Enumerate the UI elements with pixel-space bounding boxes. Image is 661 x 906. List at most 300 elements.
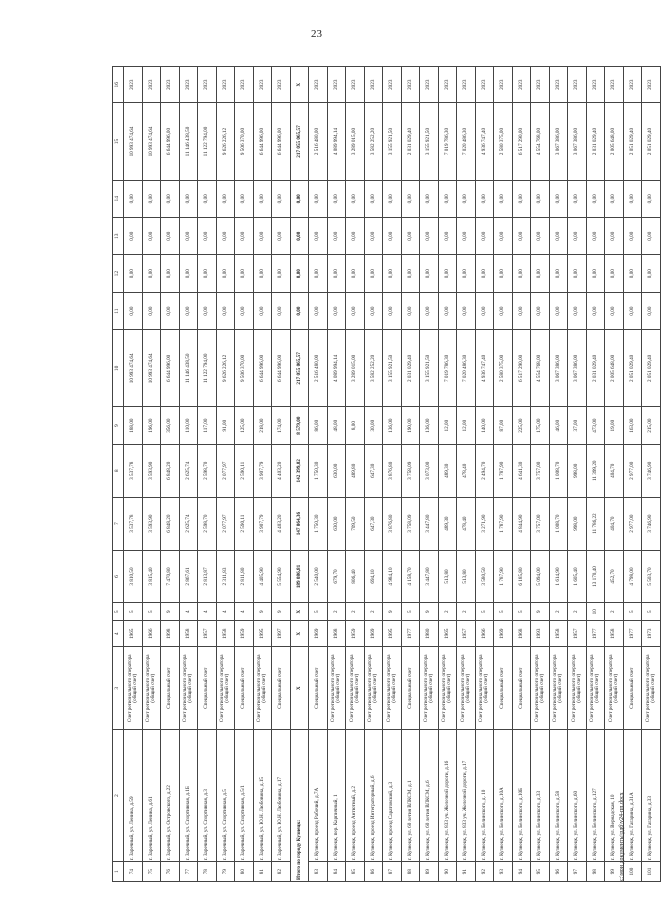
table-cell: 11 122 794,00 — [198, 103, 217, 180]
table-cell: Специальный счет — [235, 647, 254, 730]
table-cell: 2 077,97 — [216, 444, 235, 497]
table-cell: 3 810,50 — [124, 550, 143, 603]
table-cell: 2023 — [401, 67, 420, 103]
table-cell: 0,00 — [142, 217, 161, 254]
table-cell: 2023 — [216, 67, 235, 103]
table-cell: Счет регионального оператора (общий счет) — [605, 647, 624, 730]
table-cell: 0,00 — [290, 292, 309, 329]
table-cell: 0,00 — [475, 292, 494, 329]
table-cell: 75 — [142, 862, 161, 882]
table-row — [475, 67, 494, 882]
table-cell: Счет регионального оператора (общий счет) — [253, 647, 272, 730]
table-cell: 2 625,74 — [179, 444, 198, 497]
table-cell: 0,00 — [475, 180, 494, 217]
table-cell: Итого по городу Кузнецк: — [290, 730, 309, 882]
table-cell: 1 787,90 — [494, 444, 513, 497]
table-cell: 0,00 — [364, 180, 383, 217]
file-path-footer: c:\мои документы\рдб\v24-пп.docx — [619, 792, 625, 881]
table-cell: 6 644 996,00 — [253, 103, 272, 180]
table-cell: 4 403,20 — [272, 497, 291, 550]
table-cell: 3 582 252,20 — [364, 103, 383, 180]
table-cell: 2023 — [420, 67, 439, 103]
table-cell: 2 311,83 — [216, 550, 235, 603]
table-cell: 2 — [346, 603, 365, 621]
table-cell: г. Кузнецк, ул. Белинского, д.10Б — [512, 730, 531, 862]
table-cell: 630,00 — [327, 497, 346, 550]
table-cell: 2023 — [327, 67, 346, 103]
table-cell: 0,00 — [531, 255, 550, 292]
table-cell: 1 750,30 — [309, 497, 328, 550]
table-cell: 1958 — [179, 621, 198, 647]
table-cell: 2 051 029,40 — [623, 330, 642, 407]
table-cell: 0,00 — [457, 292, 476, 329]
table-cell: 679,70 — [327, 550, 346, 603]
table-cell: 4 798,00 — [623, 550, 642, 603]
table-cell: 1 787,90 — [494, 497, 513, 550]
table-cell: 2023 — [161, 67, 180, 103]
table-cell: Счет регионального оператора (общий счет) — [142, 647, 161, 730]
table-cell: 8,00 — [346, 407, 365, 444]
table-cell: 6 848,20 — [161, 497, 180, 550]
table-cell: 140,00 — [475, 407, 494, 444]
table-row — [364, 67, 383, 882]
table-cell: 196,00 — [142, 407, 161, 444]
table-cell: 0,00 — [494, 180, 513, 217]
table-cell: 3 758,09 — [401, 444, 420, 497]
column-header: 14 — [113, 180, 124, 217]
table-cell: 2 — [605, 603, 624, 621]
table-cell: 2 — [457, 603, 476, 621]
table-cell: 0,00 — [216, 217, 235, 254]
table-cell: Счет регионального оператора (общий счет) — [549, 647, 568, 730]
table-cell: 3 271,90 — [475, 497, 494, 550]
table-cell: Счет регионального оператора (общий счет) — [586, 647, 605, 730]
table-cell: 1968 — [512, 621, 531, 647]
table-cell: 3 876,80 — [383, 497, 402, 550]
table-cell: 89 — [420, 862, 439, 882]
table-cell: 5 — [309, 603, 328, 621]
table-cell: 10 993 474,64 — [124, 103, 143, 180]
table-cell: 2023 — [346, 67, 365, 103]
table-row — [216, 67, 235, 882]
column-header: 5 — [113, 603, 124, 621]
table-cell: 2 516 480,00 — [309, 103, 328, 180]
table-cell: X — [290, 621, 309, 647]
table-cell: 11 399,20 — [586, 444, 605, 497]
table-cell: 2023 — [642, 67, 661, 103]
column-header: 11 — [113, 292, 124, 329]
table-cell: 0,00 — [586, 217, 605, 254]
table-cell: Счет регионального оператора (общий счет) — [383, 647, 402, 730]
table-cell: г. Заречный, ул. Ю.Н. Любовина, д.15 — [253, 730, 272, 862]
table-cell: Счет регионального оператора (общий счет) — [124, 647, 143, 730]
table-cell: 2 031 029,40 — [401, 103, 420, 180]
table-cell: 9 506 370,00 — [235, 330, 254, 407]
table-cell: 117,00 — [198, 407, 217, 444]
table-cell: 2 031 029,40 — [586, 330, 605, 407]
table-cell: 94 — [512, 862, 531, 882]
column-header: 1 — [113, 862, 124, 882]
table-cell: 1998 — [161, 621, 180, 647]
table-cell: 3 746,90 — [642, 444, 661, 497]
table-cell: 0,00 — [383, 292, 402, 329]
table-cell: 0,00 — [568, 217, 587, 254]
table-cell: г. Кузнецк, ул. Гагарина, д.31А — [623, 730, 642, 862]
table-cell: 404,70 — [605, 497, 624, 550]
table-cell: 3 876,80 — [383, 444, 402, 497]
table-cell: 81 — [253, 862, 272, 882]
table-cell: 2 005 648,00 — [605, 103, 624, 180]
table-cell: 12,00 — [438, 407, 457, 444]
table-cell: 3 757,00 — [531, 497, 550, 550]
table-cell: Специальный счет — [401, 647, 420, 730]
table-cell: 1957 — [457, 621, 476, 647]
table-cell: 10 — [586, 603, 605, 621]
table-cell: 0,00 — [494, 255, 513, 292]
table-cell: 0,00 — [235, 292, 254, 329]
table-cell: 1958 — [549, 621, 568, 647]
table-cell: 11 786,22 — [586, 497, 605, 550]
table-cell: 5 — [124, 603, 143, 621]
table-cell: 77 — [179, 862, 198, 882]
table-cell: 0,00 — [272, 217, 291, 254]
table-cell: 6 517 290,00 — [512, 103, 531, 180]
table-cell: 3 593,90 — [142, 444, 161, 497]
table-cell: 3 537,78 — [124, 497, 143, 550]
table-cell: 7 019 786,30 — [438, 330, 457, 407]
table-cell: 2023 — [494, 67, 513, 103]
table-cell: 0,00 — [290, 180, 309, 217]
table-cell: 147 064,36 — [290, 497, 309, 550]
table-cell: 0,00 — [420, 217, 439, 254]
table-cell: 7 020 486,30 — [457, 103, 476, 180]
table-cell: 2 — [568, 603, 587, 621]
table-cell: 1959 — [235, 621, 254, 647]
table-cell: 2023 — [512, 67, 531, 103]
table-cell: 215,00 — [642, 407, 661, 444]
table-cell: Специальный счет — [198, 647, 217, 730]
table-cell: 4 984,10 — [383, 550, 402, 603]
column-header: 3 — [113, 647, 124, 730]
table-cell: 998,00 — [568, 444, 587, 497]
table-cell: 0,00 — [586, 292, 605, 329]
table-cell: 2 977,00 — [623, 497, 642, 550]
table-cell: г. Заречный, ул. Спортивная, д.5 — [216, 730, 235, 862]
table-cell: 5 503,70 — [642, 550, 661, 603]
column-header: 15 — [113, 103, 124, 180]
table-cell: 0,00 — [642, 180, 661, 217]
table-cell: 1958 — [605, 621, 624, 647]
table-cell: 0,00 — [253, 292, 272, 329]
table-cell: 5 — [401, 603, 420, 621]
table-row — [531, 67, 550, 882]
table-cell: 3 582 252,20 — [364, 330, 383, 407]
table-cell: Счет регионального оператора (общий счет) — [420, 647, 439, 730]
table-cell: 0,00 — [161, 180, 180, 217]
table-cell: 0,00 — [142, 292, 161, 329]
table-cell: 85 — [346, 862, 365, 882]
table-cell: 0,00 — [438, 292, 457, 329]
table-cell: 78 — [198, 862, 217, 882]
table-cell: 2023 — [623, 67, 642, 103]
table-cell: 2 813,87 — [198, 550, 217, 603]
table-cell: Счет регионального оператора (общий счет) — [438, 647, 457, 730]
table-cell: 0,00 — [623, 292, 642, 329]
table-cell: 1 605,40 — [568, 550, 587, 603]
table-cell: 0,00 — [235, 255, 254, 292]
table-cell: 0,00 — [327, 255, 346, 292]
table-row — [494, 67, 513, 882]
table-cell: 87 — [383, 862, 402, 882]
table-cell: г. Кузнецк, ул. Белинского, д.58 — [549, 730, 568, 862]
table-cell: 9 — [420, 603, 439, 621]
table-cell: 0,00 — [512, 255, 531, 292]
table-cell: 0,00 — [549, 180, 568, 217]
table-cell: 2 — [438, 603, 457, 621]
table-cell: 356,00 — [161, 407, 180, 444]
table-cell: г. Кузнецк, ул. 833 уч. Железной дороги, д.16 — [438, 730, 457, 862]
table-cell: 3 907,79 — [253, 497, 272, 550]
table-cell: 0,00 — [346, 217, 365, 254]
table-cell: Специальный счет — [272, 647, 291, 730]
table-cell: 3 289 015,00 — [346, 103, 365, 180]
table-cell: 0,00 — [623, 255, 642, 292]
table-cell: 0,00 — [401, 180, 420, 217]
table-cell: 0,00 — [438, 180, 457, 217]
table-cell: 0,00 — [124, 255, 143, 292]
table-cell: 10 993 474,64 — [142, 330, 161, 407]
table-cell: 0,00 — [457, 217, 476, 254]
column-header: 6 — [113, 550, 124, 603]
table-cell: 0,00 — [290, 217, 309, 254]
table-cell: г. Заречный, ул. Ленина, д.59 — [124, 730, 143, 862]
table-cell: Счет регионального оператора (общий счет) — [179, 647, 198, 730]
table-cell: 0,00 — [642, 292, 661, 329]
table-cell: 1993 — [531, 621, 550, 647]
table-cell: 101 — [642, 862, 661, 882]
table-cell: 694,10 — [364, 550, 383, 603]
table-cell: 3 155 921,50 — [420, 330, 439, 407]
table-cell: 489,80 — [346, 444, 365, 497]
table-cell: 142 399,02 — [290, 444, 309, 497]
table-cell: 1959 — [346, 621, 365, 647]
table-cell: 404,70 — [605, 444, 624, 497]
table-cell: 225,00 — [512, 407, 531, 444]
table-cell: 6 644 996,00 — [161, 103, 180, 180]
table-cell: 0,00 — [512, 292, 531, 329]
table-cell: 0,00 — [586, 180, 605, 217]
table-cell: 0,00 — [346, 180, 365, 217]
table-cell: 83 — [309, 862, 328, 882]
table-cell: 217 055 065,57 — [290, 330, 309, 407]
table-row — [512, 67, 531, 882]
table-cell: 2 077,97 — [216, 497, 235, 550]
table-cell: г. Кузнецк, ул. Белинского, д.127 — [586, 730, 605, 862]
table-cell: 0,00 — [198, 292, 217, 329]
table-cell: 0,00 — [216, 180, 235, 217]
table-cell: 0,00 — [605, 217, 624, 254]
table-cell: 3 757,00 — [531, 444, 550, 497]
table-cell: 3 155 921,50 — [420, 103, 439, 180]
table-cell: 9 506 370,00 — [235, 103, 254, 180]
table-cell: г. Заречный, ул. Спортивная, д.1Б — [179, 730, 198, 862]
table-cell: 0,00 — [457, 180, 476, 217]
table-cell: 0,00 — [346, 255, 365, 292]
table-cell: 0,00 — [383, 180, 402, 217]
table-cell: 1 008,70 — [549, 444, 568, 497]
table-cell: 2023 — [179, 67, 198, 103]
table-cell: 11 122 794,00 — [198, 330, 217, 407]
table-cell: 13 170,40 — [586, 550, 605, 603]
table-cell: 79 — [216, 862, 235, 882]
table-cell: 4 — [198, 603, 217, 621]
table-row — [401, 67, 420, 882]
table-cell: 80 — [235, 862, 254, 882]
table-cell: 0,00 — [179, 292, 198, 329]
table-cell: 0,00 — [253, 217, 272, 254]
table-cell: 86 — [364, 862, 383, 882]
table-cell: 0,00 — [568, 255, 587, 292]
table-row — [142, 67, 161, 882]
table-cell: 0,00 — [401, 217, 420, 254]
table-cell: 2 598,70 — [198, 497, 217, 550]
table-cell: 3 447,80 — [420, 497, 439, 550]
table-cell: 2 540,00 — [309, 550, 328, 603]
table-cell: г. Кузнецк, проезд Саратовский, д.3 — [383, 730, 402, 862]
table-row — [420, 67, 439, 882]
table-cell: 2023 — [198, 67, 217, 103]
table-cell: 0,00 — [290, 255, 309, 292]
table-cell: 91,00 — [216, 407, 235, 444]
table-cell: 7 470,80 — [161, 550, 180, 603]
table-row — [198, 67, 217, 882]
table-cell: 3 580,50 — [475, 550, 494, 603]
table-cell: 0,00 — [605, 180, 624, 217]
table-cell: г. Кузнецк, ул. 60 летия ВЛКСМ, д.6 — [420, 730, 439, 862]
table-cell: 2 590,11 — [235, 444, 254, 497]
table-cell: 1965 — [124, 621, 143, 647]
table-cell: 93 — [494, 862, 513, 882]
table-cell: 2 625,74 — [179, 497, 198, 550]
table-cell: 6 848,20 — [161, 444, 180, 497]
table-cell: 2 051 029,40 — [642, 330, 661, 407]
table-cell: 1997 — [272, 621, 291, 647]
table-cell: 163,00 — [623, 407, 642, 444]
table-cell: 0,00 — [549, 217, 568, 254]
table-cell: 1 008,70 — [549, 497, 568, 550]
table-cell: 218,00 — [253, 407, 272, 444]
table-cell: 0,00 — [438, 217, 457, 254]
table-cell: г. Кузнецк, ул. 60 летия ВЛКСМ, д.1 — [401, 730, 420, 862]
table-cell: 2023 — [568, 67, 587, 103]
table-row — [235, 67, 254, 882]
table-cell: 1968 — [327, 621, 346, 647]
table-cell: 0,00 — [124, 180, 143, 217]
table-cell: 630,00 — [327, 444, 346, 497]
table-cell: 0,00 — [494, 292, 513, 329]
table-cell: 0,00 — [364, 255, 383, 292]
table-row — [179, 67, 198, 882]
table-cell: 6 517 290,00 — [512, 330, 531, 407]
table-cell: 647,30 — [364, 497, 383, 550]
table-cell: 0,00 — [216, 292, 235, 329]
table-cell: 3 067 386,00 — [568, 330, 587, 407]
table-cell: 2023 — [605, 67, 624, 103]
table-cell: 46,00 — [549, 407, 568, 444]
table-cell: 2023 — [383, 67, 402, 103]
table-cell: 4 — [179, 603, 198, 621]
table-cell: 2 598,70 — [198, 444, 217, 497]
table-cell: г. Кузнецк, ул. Вернадская, 10 — [605, 730, 624, 862]
table-cell: 2 — [549, 603, 568, 621]
table-cell: 0,00 — [327, 180, 346, 217]
table-cell: 0,00 — [420, 180, 439, 217]
table-cell: 98 — [586, 862, 605, 882]
table-cell: 6 644 996,00 — [272, 330, 291, 407]
table-cell: 3 155 921,50 — [383, 103, 402, 180]
table-cell: 7 020 486,30 — [457, 330, 476, 407]
table-cell: г. Заречный, ул. Ю.Н. Любовина, д.17 — [272, 730, 291, 862]
table-cell: 0,00 — [549, 255, 568, 292]
table-header-row — [113, 67, 124, 882]
table-cell: 2023 — [124, 67, 143, 103]
table-cell: 5 — [142, 603, 161, 621]
table-cell: 87,00 — [494, 407, 513, 444]
table-cell: 0,00 — [216, 255, 235, 292]
table-cell: 0,00 — [568, 292, 587, 329]
table-cell: 0,00 — [623, 180, 642, 217]
table-cell: 2 977,00 — [623, 444, 642, 497]
table-cell: 0,00 — [309, 292, 328, 329]
table-cell: Специальный счет — [494, 647, 513, 730]
table-cell: 0,00 — [383, 255, 402, 292]
table-cell: 2 590,11 — [235, 497, 254, 550]
table-cell: 2 051 029,40 — [642, 103, 661, 180]
column-header: 13 — [113, 217, 124, 254]
table-row — [457, 67, 476, 882]
table-cell: 2023 — [142, 67, 161, 103]
table-cell: 5 — [623, 603, 642, 621]
table-cell: 6 644 996,00 — [272, 103, 291, 180]
table-cell: 2 811,80 — [235, 550, 254, 603]
table-cell: Счет регионального оператора (общий счет) — [475, 647, 494, 730]
table-cell: Счет регионального оператора (общий счет) — [642, 647, 661, 730]
table-cell: 174,00 — [272, 407, 291, 444]
table-cell: 0,00 — [420, 292, 439, 329]
table-cell: 3 537,78 — [124, 444, 143, 497]
table-cell: 10 993 474,64 — [142, 103, 161, 180]
table-cell: 4 089 994,14 — [327, 103, 346, 180]
table-cell: 9 626 226,12 — [216, 103, 235, 180]
table-cell: 489,30 — [438, 497, 457, 550]
table-cell: 3 815,40 — [142, 550, 161, 603]
table-cell: 9 — [531, 603, 550, 621]
table-cell: 97 — [568, 862, 587, 882]
table-cell: 30,00 — [364, 407, 383, 444]
table-cell: 4 — [216, 603, 235, 621]
table-cell: 0,00 — [161, 292, 180, 329]
table-cell: 2023 — [309, 67, 328, 103]
table-cell: г. Заречный, ул. Ленина, д.61 — [142, 730, 161, 862]
table-cell: 0,00 — [586, 255, 605, 292]
table-cell: 1973 — [642, 621, 661, 647]
table-cell: 4 158,70 — [401, 550, 420, 603]
table-cell: 1 614,90 — [549, 550, 568, 603]
table-cell: 0,00 — [642, 255, 661, 292]
table-cell: Счет регионального оператора (общий счет) — [364, 647, 383, 730]
table-row — [642, 67, 661, 882]
table-cell: 0,00 — [235, 217, 254, 254]
